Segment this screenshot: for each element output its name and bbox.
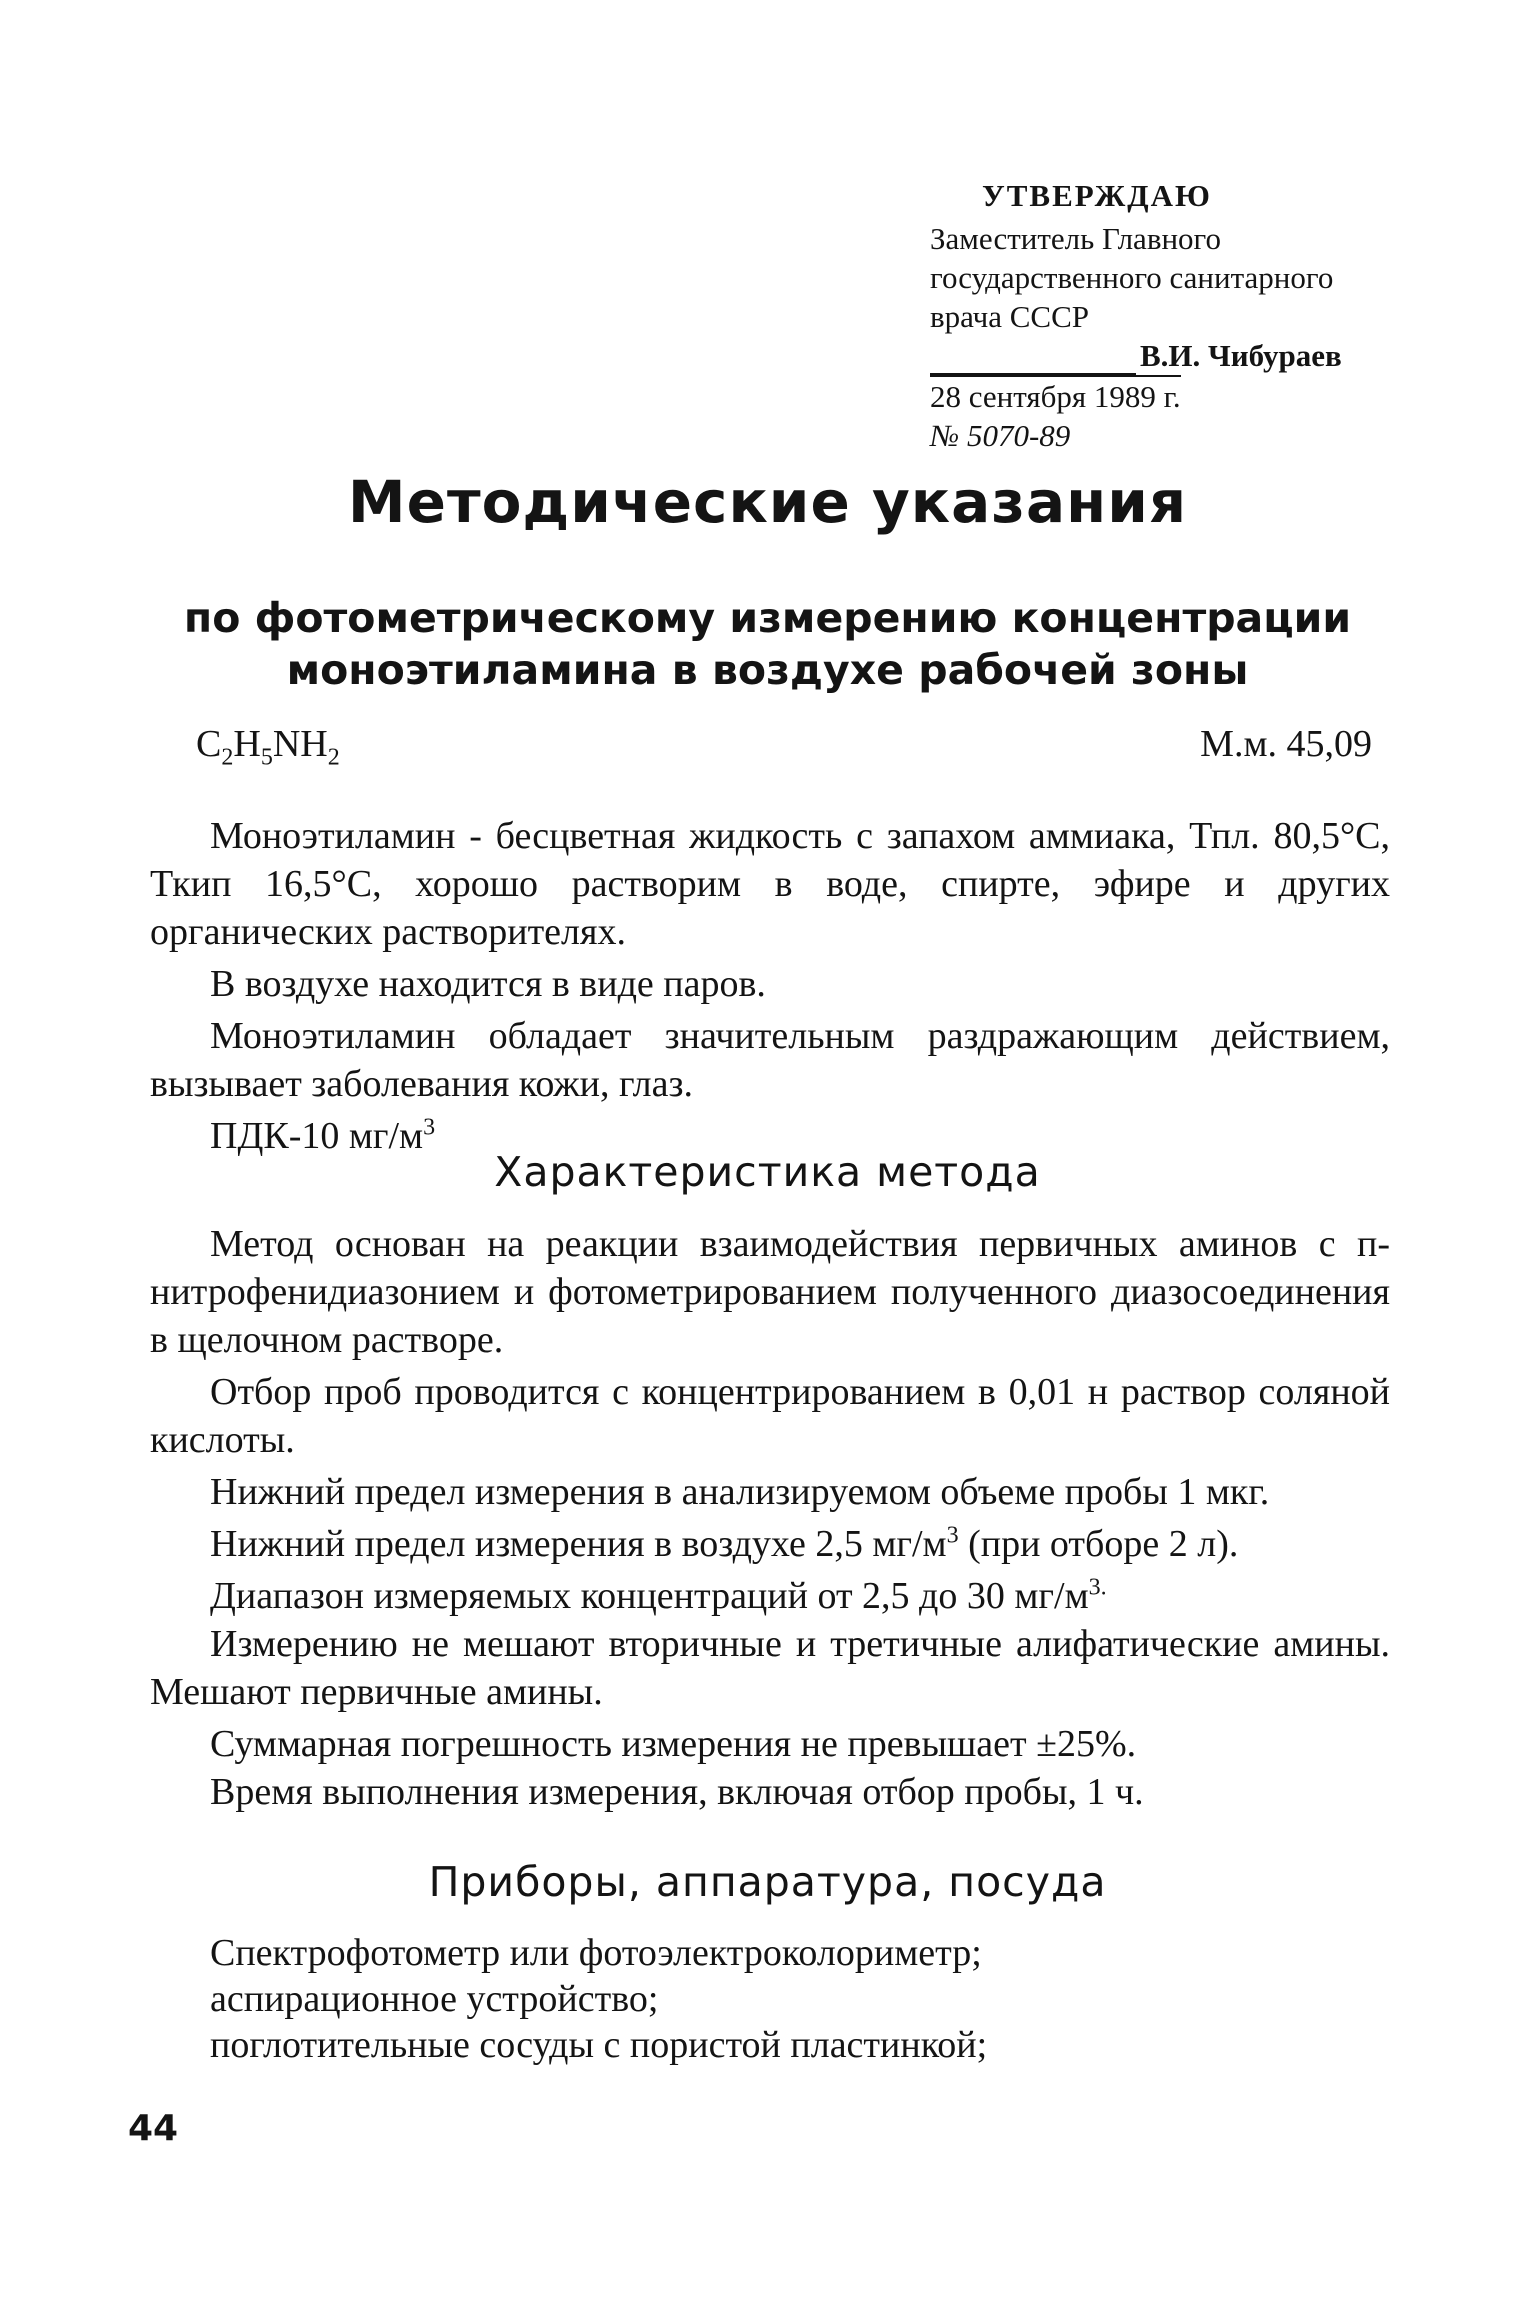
approval-position-line3: врача СССР bbox=[930, 299, 1090, 334]
method-paragraph-7: Суммарная погрешность измерения не превышает ±25%. bbox=[210, 1723, 1137, 1765]
method-paragraph-4: Нижний предел измерения в воздухе 2,5 $мг/м^3$ (при отборе 2 л). bbox=[210, 1522, 1239, 1565]
method-paragraph-8: Время выполнения измерения, включая отбор пробы, 1 ч. bbox=[210, 1771, 1144, 1813]
equipment-item: аспирационное устройство; bbox=[210, 1978, 659, 2020]
approval-date: 28 сентября 1989 г. bbox=[930, 375, 1181, 416]
method-paragraph-2: Отбор проб проводится с концентрированием в 0,01 н раствор соляной кислоты. bbox=[150, 1371, 1390, 1461]
formula-row bbox=[196, 722, 1372, 772]
approval-title: УТВЕРЖДАЮ bbox=[982, 178, 1212, 213]
intro-paragraph-1: Моноэтиламин - бесцветная жидкость с запахом аммиака, Тпл. 80,5°С, Ткип 16,5°С, хорошо растворим в воде, спирте, эфире и других органических растворителях. bbox=[150, 815, 1390, 953]
molar-mass: М.м. 45,09 bbox=[1200, 723, 1372, 765]
intro-paragraph-2: В воздухе находится в виде паров. bbox=[210, 963, 766, 1005]
subtitle-line2: моноэтиламина в воздухе рабочей зоны bbox=[286, 646, 1249, 694]
signer-name: В.И. Чибураев bbox=[1140, 338, 1342, 373]
method-paragraph-6: Измерению не мешают вторичные и третичные алифатические амины. Мешают первичные амины. bbox=[150, 1623, 1390, 1713]
equipment-item: поглотительные сосуды с пористой пластинкой; bbox=[210, 2024, 988, 2066]
document-subtitle bbox=[0, 592, 1535, 696]
approval-position-line1: Заместитель Главного bbox=[930, 221, 1221, 256]
method-paragraph-1: Метод основан на реакции взаимодействия первичных аминов с п-нитрофенидиазонием и фотометрированием полученного диазосоединения в щелочном растворе. bbox=[150, 1223, 1390, 1361]
pdk-value: ПДК-10 $мг/м^3$ bbox=[210, 1114, 436, 1157]
signature-line bbox=[930, 336, 1400, 375]
approval-block bbox=[930, 176, 1400, 455]
equipment-list bbox=[210, 1930, 1390, 2068]
chemical-formula: $C_2H_5NH_2$ bbox=[196, 723, 340, 771]
equipment-heading: Приборы, аппаратура, посуда bbox=[428, 1858, 1107, 1906]
approval-number: № 5070-89 bbox=[930, 418, 1071, 453]
method-section bbox=[150, 1220, 1390, 1816]
approval-position-line2: государственного санитарного bbox=[930, 260, 1334, 295]
signature-blank bbox=[930, 343, 1136, 375]
intro-section bbox=[150, 812, 1390, 1160]
equipment-item: Спектрофотометр или фотоэлектроколориметр; bbox=[210, 1932, 982, 1974]
intro-paragraph-3: Моноэтиламин обладает значительным раздражающим действием, вызывает заболевания кожи, глаз. bbox=[150, 1015, 1390, 1105]
subtitle-line1: по фотометрическому измерению концентрации bbox=[183, 594, 1352, 642]
document-title: Методические указания bbox=[347, 468, 1188, 536]
method-paragraph-3: Нижний предел измерения в анализируемом объеме пробы 1 мкг. bbox=[210, 1471, 1270, 1513]
method-heading: Характеристика метода bbox=[494, 1148, 1041, 1196]
page-number: 44 bbox=[128, 2108, 179, 2149]
method-paragraph-5: Диапазон измеряемых концентраций от 2,5 до 30 $мг/м^{3.}$ bbox=[210, 1574, 1107, 1617]
